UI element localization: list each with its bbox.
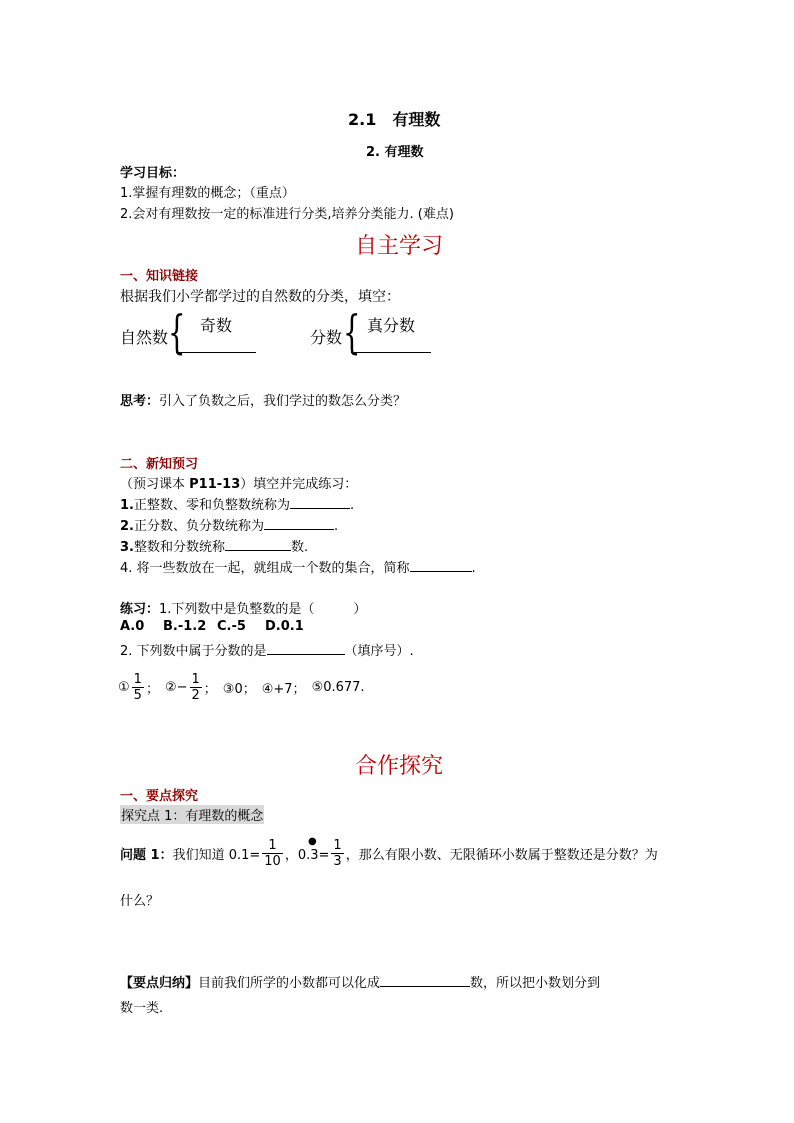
separator: ； (145, 682, 159, 697)
key-summary-text: 数，所以把小数划分到 (470, 976, 601, 991)
item-suffix: 数. (291, 540, 309, 555)
practice-q2-prefix: 2. 下列数中属于分数的是 (120, 644, 267, 659)
repeating-dot-icon: ● (308, 836, 317, 847)
answer-blank[interactable] (410, 557, 472, 572)
option-b[interactable]: B.-1.2 (163, 619, 207, 634)
natural-first-item: 奇数 (200, 316, 233, 335)
choice-zero: ③0； (222, 682, 256, 697)
think-text: 引入了负数之后，我们学过的数怎么分类？ (159, 394, 407, 409)
question-1-label: 问题 1： (120, 848, 173, 863)
item-number: 2. (120, 519, 134, 534)
knowledge-link-intro: 根据我们小学都学过的自然数的分类，填空： (120, 289, 400, 305)
item-number: 3. (120, 540, 134, 555)
question-1-text: ，那么有限小数、无限循环小数属于整数还是分数？为 (345, 848, 658, 863)
fraction-denominator: 5 (133, 688, 142, 703)
key-points-heading: 一、要点探究 (120, 789, 199, 804)
practice-q2-suffix: （填序号）. (344, 644, 414, 659)
item-text: 整数和分数统称 (133, 540, 225, 555)
left-brace-icon: { (168, 305, 186, 359)
key-summary-continuation: 数一类. (120, 1001, 164, 1016)
natural-number-label: 自然数 (120, 328, 169, 347)
choice-decimal: ⑤0.677. (311, 680, 365, 695)
option-a[interactable]: A.0 (120, 619, 145, 634)
practice-q2 (120, 640, 414, 659)
preview-intro (120, 473, 357, 492)
fraction-numerator: 1 (333, 838, 342, 853)
fraction-numerator: 1 (191, 672, 200, 687)
answer-blank[interactable] (225, 536, 291, 551)
fraction-denominator: 10 (264, 854, 281, 869)
item-text: 正整数、零和负整数统称为 (133, 498, 290, 513)
period: . (471, 561, 476, 576)
option-c[interactable]: C.-5 (217, 619, 246, 634)
choice-mark: ②− (164, 680, 188, 695)
key-summary-text: 目前我们所学的小数都可以化成 (198, 976, 381, 991)
preview-intro-prefix: （预习课本 (120, 477, 190, 492)
left-brace-icon: { (343, 305, 361, 359)
separator: ； (203, 682, 217, 697)
section-heading-cooperative: 合作探究 (355, 754, 444, 779)
fraction-numerator: 1 (268, 838, 277, 853)
fraction-first-item: 真分数 (367, 316, 416, 335)
answer-blank[interactable] (290, 494, 350, 509)
fraction-denominator: 3 (333, 854, 342, 869)
fraction-one-half (190, 672, 202, 703)
preview-intro-pages: P11-13 (189, 477, 241, 492)
natural-blank (176, 352, 256, 353)
knowledge-link-heading: 一、知识链接 (120, 269, 199, 284)
preview-intro-suffix: ）填空并完成练习： (240, 477, 358, 492)
answer-blank[interactable] (267, 640, 345, 655)
fraction-one-tenth (262, 838, 283, 869)
fraction-numerator: 1 (133, 672, 142, 687)
preview-item-4 (120, 557, 476, 576)
option-d[interactable]: D.0.1 (265, 619, 304, 634)
goals-heading: 学习目标： (120, 166, 186, 181)
preview-item-2 (120, 515, 338, 534)
think-line (120, 390, 406, 409)
answer-blank[interactable] (264, 515, 334, 530)
practice-q1 (120, 598, 366, 617)
period: . (334, 519, 339, 534)
page-subtitle: 2. 有理数 (366, 145, 424, 160)
exploration-point (120, 805, 264, 824)
section-heading-self-study: 自主学习 (355, 234, 444, 259)
practice-choices (118, 672, 365, 703)
goal-item-1: 1.掌握有理数的概念；（重点） (120, 186, 295, 201)
fraction-one-third (331, 838, 343, 869)
fraction-one-fifth (132, 672, 144, 703)
answer-blank[interactable] (380, 972, 470, 987)
item-number: 1. (120, 498, 134, 513)
item-text: 正分数、负分数统称为 (133, 519, 264, 534)
fraction-denominator: 2 (191, 688, 200, 703)
choice-plus-seven: ④+7； (261, 682, 306, 697)
fraction-label: 分数 (310, 328, 343, 347)
preview-heading: 二、新知预习 (120, 457, 199, 472)
think-label: 思考： (120, 394, 160, 409)
period: . (350, 498, 355, 513)
fraction-blank (351, 352, 431, 353)
question-1-text: 我们知道 0.1= (172, 848, 261, 863)
practice-label: 练习： (120, 602, 160, 617)
preview-item-1 (120, 494, 354, 513)
key-summary-label: 【要点归纳】 (120, 976, 199, 991)
question-1 (120, 838, 658, 869)
choice-mark: ① (118, 680, 130, 695)
goal-item-2: 2.会对有理数按一定的标准进行分类,培养分类能力. (难点) (120, 207, 454, 222)
question-1-text: ，0.3= (284, 848, 330, 863)
item-text: 4. 将一些数放在一起，就组成一个数的集合，简称 (120, 561, 410, 576)
preview-item-3 (120, 536, 308, 555)
practice-q1-text: 1.下列数中是负整数的是（ ） (159, 602, 367, 617)
exploration-point-label: 探究点 1： (121, 809, 186, 824)
exploration-point-title: 有理数的概念 (185, 809, 264, 824)
question-1-continuation: 什么？ (120, 894, 160, 909)
key-summary (120, 972, 600, 991)
page-title: 2.1 有理数 (348, 110, 441, 129)
